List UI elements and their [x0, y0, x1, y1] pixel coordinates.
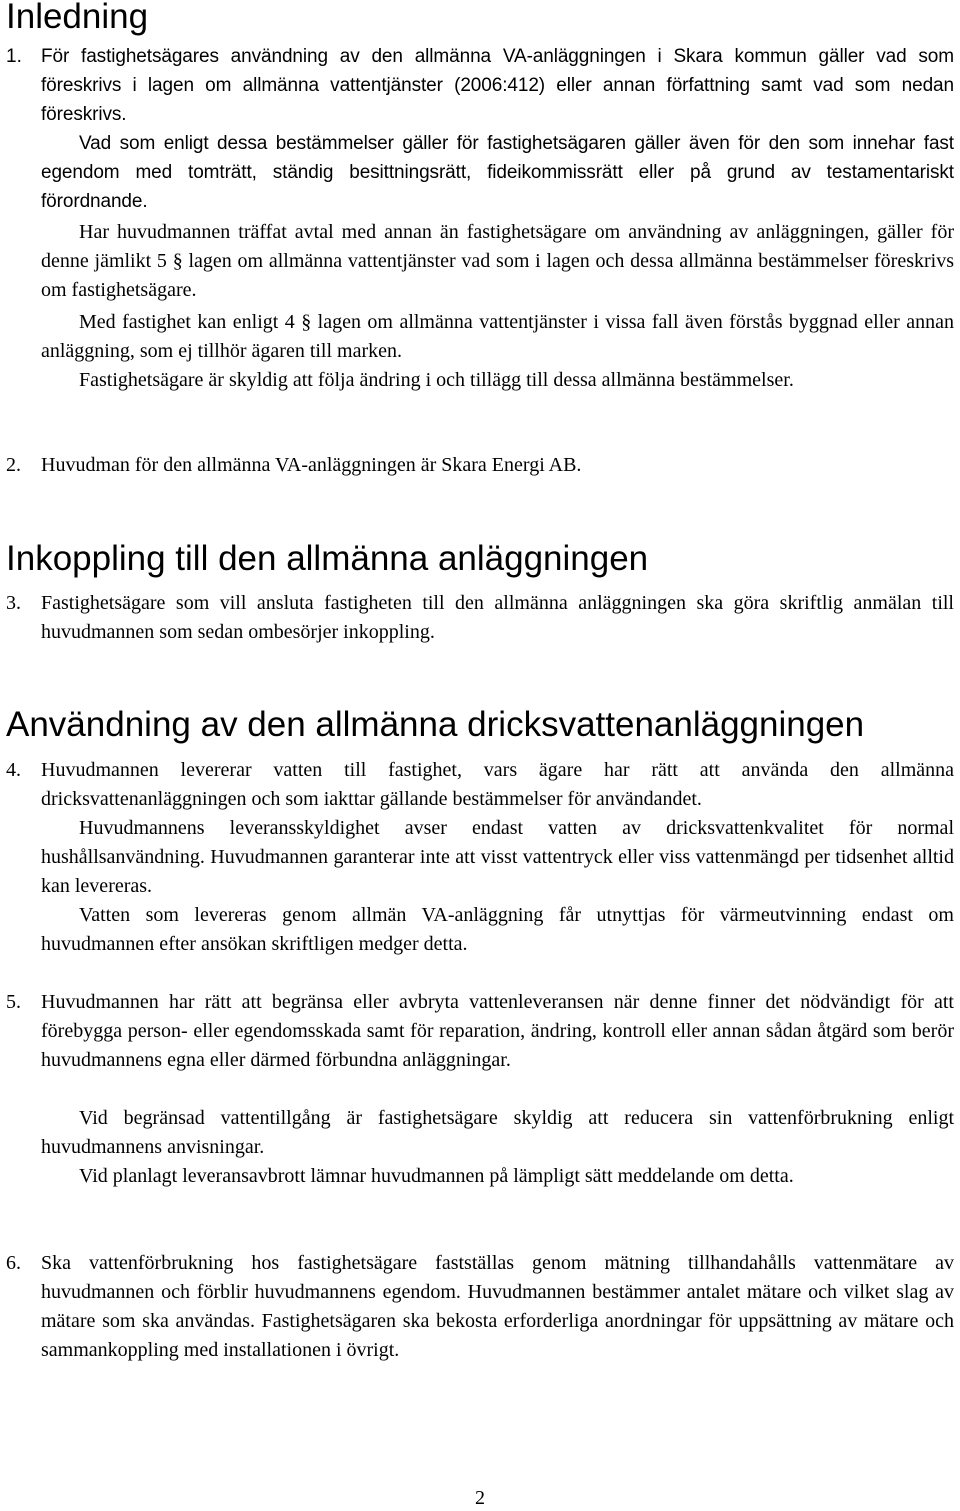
item-number-4: 4. — [6, 759, 21, 781]
section-heading-inkoppling: Inkoppling till den allmänna anläggningen — [6, 539, 649, 578]
item-5-paragraph-1: Huvudmannen har rätt att begränsa eller avbryta vattenleveransen när denne finner det nödvändigt för att förebygga person- eller egendomsskada samt för reparation, ändring, kontroll eller annan sådan åtgärd som berör huvudmannens egna eller därmed förbundna anläggningar. — [41, 991, 954, 1071]
section-heading-inledning: Inledning — [6, 0, 149, 36]
item-3-paragraph-1: Fastighetsägare som vill ansluta fastigheten till den allmänna anläggningen ska göra skriftlig anmälan till huvudmannen som sedan ombesörjer inkoppling. — [41, 592, 954, 643]
item-1-paragraph-2: Vad som enligt dessa bestämmelser gäller för fastighetsägaren gäller även för den som innehar fast egendom med tomträtt, ständig besittningsrätt, fideikommissrätt eller på grund av testamentariskt förordnande. — [41, 133, 954, 212]
item-number-2: 2. — [6, 454, 21, 476]
item-number-6: 6. — [6, 1252, 21, 1274]
item-number-1: 1. — [6, 46, 22, 67]
item-number-5: 5. — [6, 991, 21, 1013]
item-4-paragraph-3: Vatten som levereras genom allmän VA-anläggning får utnyttjas för värmeutvinning endast om huvudmannen efter ansökan skriftligen medger detta. — [41, 904, 954, 955]
item-5-paragraph-3: Vid planlagt leveransavbrott lämnar huvudmannen på lämpligt sätt meddelande om detta. — [79, 1165, 794, 1187]
item-4-paragraph-2: Huvudmannens leveransskyldighet avser endast vatten av dricksvattenkvalitet för normal hushållsanvändning. Huvudmannen garanterar inte att visst vattentryck eller viss vattenmängd per tidsenhet alltid kan levereras. — [41, 817, 954, 897]
item-1-paragraph-1: För fastighetsägares användning av den allmänna VA-anläggningen i Skara kommun gäller vad som föreskrivs i lagen om allmänna vattentjänster (2006:412) eller annan författning samt vad som nedan föreskrivs. — [41, 46, 954, 125]
item-6-paragraph-1: Ska vattenförbrukning hos fastighetsägare fastställas genom mätning tillhandahålls vattenmätare av huvudmannen och förblir huvudmannens egendom. Huvudmannen bestämmer antalet mätare och vilket slag av mätare som ska användas. Fastighetsägaren ska bekosta erforderliga anordningar för uppsättning av mätare och sammankoppling med installationen i övrigt. — [41, 1252, 954, 1361]
page-number: 2 — [475, 1487, 485, 1509]
item-5-paragraph-2: Vid begränsad vattentillgång är fastighetsägare skyldig att reducera sin vattenförbrukning enligt huvudmannens anvisningar. — [41, 1107, 954, 1158]
item-1-paragraph-3: Har huvudmannen träffat avtal med annan än fastighetsägare om användning av anläggningen, gäller för denne jämlikt 5 § lagen om allmänna vattentjänster vad som i lagen och dessa allmänna bestämmelser föreskrivs om fastighetsägare. — [41, 221, 954, 301]
item-2-paragraph-1: Huvudman för den allmänna VA-anläggningen är Skara Energi AB. — [41, 454, 582, 476]
item-4-paragraph-1: Huvudmannen levererar vatten till fastighet, vars ägare har rätt att använda den allmänna dricksvattenanläggningen och som iakttar gällande bestämmelser för användandet. — [41, 759, 954, 810]
item-1-paragraph-5: Fastighetsägare är skyldig att följa ändring i och tillägg till dessa allmänna bestämmelser. — [79, 369, 794, 391]
item-1-paragraph-4: Med fastighet kan enligt 4 § lagen om allmänna vattentjänster i vissa fall även förstås byggnad eller annan anläggning, som ej tillhör ägaren till marken. — [41, 311, 954, 362]
item-number-3: 3. — [6, 592, 21, 614]
section-heading-anvandning: Användning av den allmänna dricksvattenanläggningen — [6, 705, 865, 744]
